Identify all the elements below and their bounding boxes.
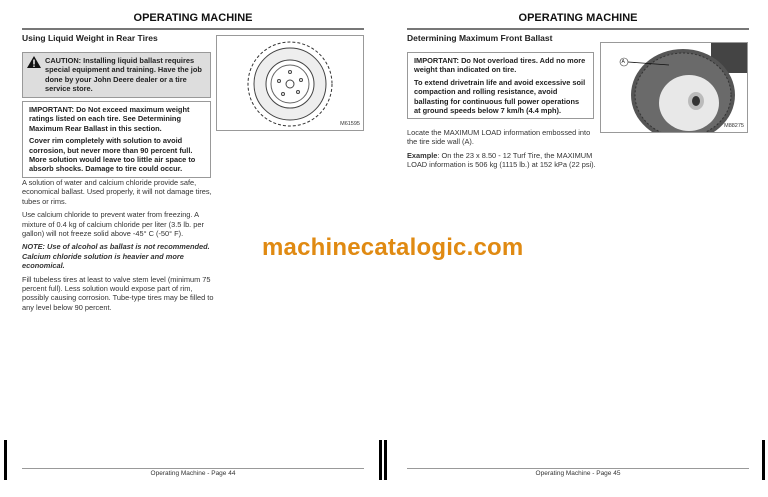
section-title: Determining Maximum Front Ballast bbox=[407, 33, 553, 43]
rear-tire-illustration bbox=[216, 35, 364, 131]
front-tire-photo bbox=[600, 42, 748, 133]
left-body bbox=[22, 178, 214, 316]
section-title: Using Liquid Weight in Rear Tires bbox=[22, 33, 158, 43]
tire-photo-icon bbox=[601, 43, 748, 133]
important-text: IMPORTANT: Do Not overload tires. Add no more weight than indicated on tire. bbox=[414, 56, 586, 75]
caution-text: CAUTION: Installing liquid ballast requires special equipment and training. Have the job done by your John Deere dealer or a tire service store. bbox=[45, 56, 202, 94]
header-rule bbox=[407, 28, 749, 30]
left-footer: Operating Machine - Page 44 bbox=[150, 470, 236, 477]
binding-bar bbox=[4, 440, 7, 480]
footer-rule bbox=[407, 468, 749, 469]
important-text: IMPORTANT: Do Not exceed maximum weight ratings listed on each tire. See Determining Maximum Rear Ballast in this section. bbox=[29, 105, 190, 133]
watermark: machinecatalogic.com bbox=[262, 234, 524, 261]
footer-rule bbox=[22, 468, 364, 469]
important-box bbox=[22, 101, 211, 178]
paragraph: Use calcium chloride to prevent water from freezing. A mixture of 0.4 kg of calcium chloride per liter (3.5 lb. per gallon) will not freeze solid above -45° C (-50° F). bbox=[22, 210, 204, 239]
image-code: M61595 bbox=[340, 121, 360, 127]
important-box bbox=[407, 52, 594, 119]
note: NOTE: Use of alcohol as ballast is not recommended. Calcium chloride solution is heavier and more economical. bbox=[22, 242, 210, 271]
warning-triangle-icon bbox=[27, 56, 41, 68]
right-body bbox=[407, 128, 597, 174]
example-text: : On the 23 x 8.50 - 12 Turf Tire, the MAXIMUM LOAD information is 506 kg (1115 lb.) at 152 kPa (22 psi). bbox=[407, 150, 596, 170]
example-paragraph bbox=[407, 151, 597, 170]
paragraph: Fill tubeless tires at least to valve stem level (minimum 75 percent full). Less solution would expose part of rim, possibly causing corrosion. Tube-type tires may be filled to any level below 90 percent. bbox=[22, 274, 214, 312]
binding-bar bbox=[762, 440, 765, 480]
callout-label: A bbox=[621, 58, 625, 65]
left-page-header: OPERATING MACHINE bbox=[133, 12, 253, 24]
important-text: To extend drivetrain life and avoid excessive soil compaction and rolling resistance, avoid ballasting for continuous full power operations at ground speeds below 7 km/h (4.4 mph). bbox=[414, 77, 586, 116]
right-footer: Operating Machine - Page 45 bbox=[535, 470, 621, 477]
paragraph: Locate the MAXIMUM LOAD information embossed into the tire side wall (A). bbox=[407, 128, 591, 147]
tire-icon bbox=[217, 36, 365, 132]
header-rule bbox=[22, 28, 364, 30]
binding-bar bbox=[379, 440, 382, 480]
paragraph: A solution of water and calcium chloride provide safe, economical ballast. Used properly, it will not damage tires, tubes or rims. bbox=[22, 178, 212, 206]
right-page-header: OPERATING MACHINE bbox=[518, 12, 638, 24]
example-label: Example bbox=[407, 150, 438, 160]
caution-box bbox=[22, 52, 211, 98]
binding-bar bbox=[384, 440, 387, 480]
important-text: Cover rim completely with solution to avoid corrosion, but never more than 90 percent full. More solution would leave too little air space to absorb shocks. Damage to tire could occur. bbox=[29, 136, 196, 174]
image-code: M88275 bbox=[724, 123, 744, 129]
